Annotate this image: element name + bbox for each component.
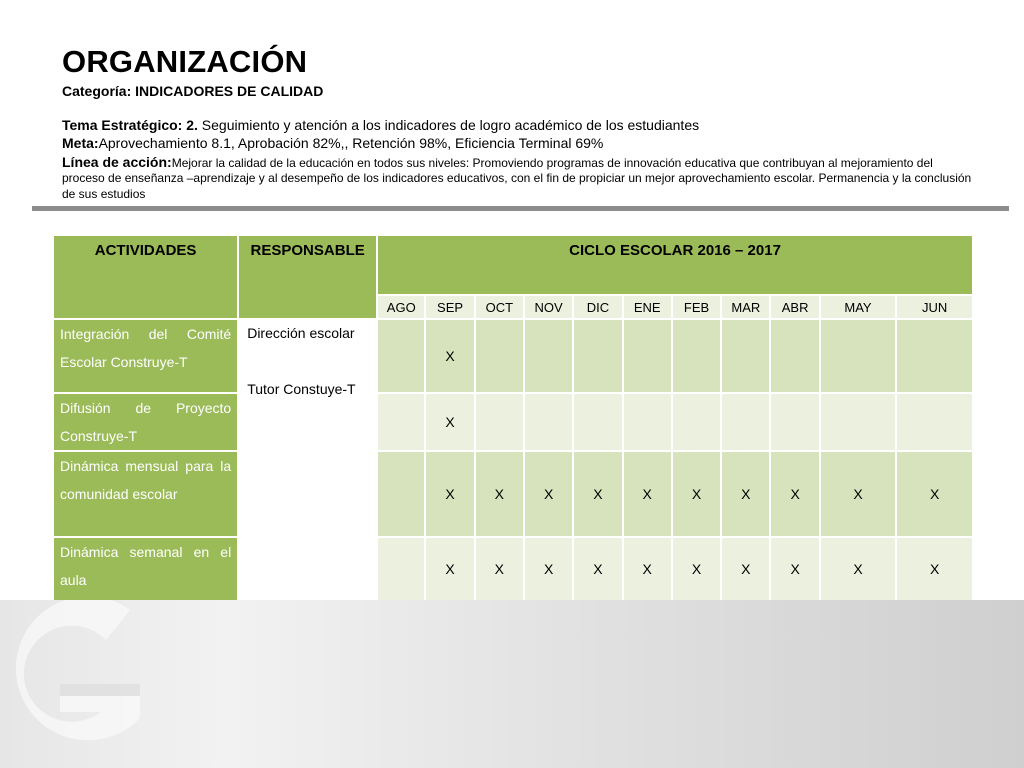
brand-logo-icon (0, 600, 200, 768)
schedule-cell: X (897, 538, 972, 600)
schedule-cell (722, 394, 769, 450)
month-header: ENE (624, 296, 671, 318)
footer-band (0, 600, 1024, 768)
month-header: JUN (897, 296, 972, 318)
header-cycle: CICLO ESCOLAR 2016 – 2017 (378, 236, 972, 294)
page-title: ORGANIZACIÓN (62, 44, 308, 79)
schedule-cell: X (771, 538, 818, 600)
responsible-cell (239, 320, 376, 600)
month-header: DIC (574, 296, 621, 318)
schedule-cell (378, 320, 424, 392)
linea-label: Línea de acción: (62, 153, 172, 170)
month-header: AGO (378, 296, 424, 318)
meta-line (62, 135, 977, 153)
schedule-cell (722, 320, 769, 392)
schedule-cell (821, 320, 895, 392)
month-header: FEB (673, 296, 720, 318)
activity-cell: Dinámica semanal en el aula (54, 538, 237, 600)
schedule-cell (624, 394, 671, 450)
schedule-cell (378, 394, 424, 450)
schedule-cell: X (821, 538, 895, 600)
schedule-cell (574, 320, 621, 392)
schedule-cell: X (426, 538, 473, 600)
schedule-cell: X (673, 538, 720, 600)
month-header: ABR (771, 296, 818, 318)
month-header: MAR (722, 296, 769, 318)
schedule-cell: X (624, 452, 671, 536)
month-header: MAY (821, 296, 895, 318)
schedule-cell: X (897, 452, 972, 536)
activities-table (52, 234, 974, 602)
schedule-cell (476, 320, 523, 392)
divider (32, 206, 1009, 211)
header-activities: ACTIVIDADES (54, 236, 237, 318)
schedule-cell: X (574, 452, 621, 536)
schedule-cell: X (426, 320, 473, 392)
schedule-cell: X (476, 538, 523, 600)
linea-text: Mejorar la calidad de la educación en todos sus niveles: Promoviendo programas de innovación educativa que contribuyan al mejoramiento del proceso de enseñanza –aprendizaje y al desempeño de los indicadores educativos, con el fin de propiciar un mejor aprovechamiento escolar. Permanencia y la conclusión de sus estudios (62, 155, 972, 201)
schedule-cell (525, 394, 572, 450)
schedule-cell (378, 452, 424, 536)
category-label: Categoría: INDICADORES DE CALIDAD (62, 83, 324, 99)
schedule-cell: X (574, 538, 621, 600)
schedule-cell: X (476, 452, 523, 536)
schedule-cell (897, 320, 972, 392)
schedule-cell: X (771, 452, 818, 536)
schedule-cell (624, 320, 671, 392)
meta-text: Aprovechamiento 8.1, Aprobación 82%,, Retención 98%, Eficiencia Terminal 69% (98, 134, 604, 151)
tema-line (62, 117, 977, 135)
activity-cell: Integración del Comité Escolar Construye-T (54, 320, 237, 392)
schedule-cell (574, 394, 621, 450)
meta-label: Meta: (62, 134, 99, 151)
schedule-cell: X (525, 538, 572, 600)
tema-text: Seguimiento y atención a los indicadores de logro académico de los estudiantes (201, 117, 700, 133)
info-block (62, 117, 977, 203)
schedule-cell (821, 394, 895, 450)
schedule-cell (525, 320, 572, 392)
schedule-cell (673, 394, 720, 450)
schedule-cell (378, 538, 424, 600)
schedule-cell (771, 320, 818, 392)
tema-label: Tema Estratégico: 2. (62, 117, 198, 133)
month-header: SEP (426, 296, 473, 318)
schedule-cell: X (426, 394, 473, 450)
header-responsible: RESPONSABLE (239, 236, 376, 318)
schedule-cell: X (525, 452, 572, 536)
schedule-cell (771, 394, 818, 450)
linea-line (62, 153, 977, 203)
activity-cell: Dinámica mensual para la comunidad escolar (54, 452, 237, 536)
month-header: OCT (476, 296, 523, 318)
schedule-cell: X (673, 452, 720, 536)
schedule-cell (897, 394, 972, 450)
schedule-cell: X (821, 452, 895, 536)
activity-cell: Difusión de Proyecto Construye-T (54, 394, 237, 450)
responsible-direccion: Dirección escolar (247, 325, 355, 341)
schedule-cell: X (426, 452, 473, 536)
schedule-cell: X (722, 538, 769, 600)
schedule-cell: X (624, 538, 671, 600)
schedule-cell: X (722, 452, 769, 536)
schedule-cell (673, 320, 720, 392)
responsible-tutor: Tutor Constuye-T (247, 381, 356, 397)
schedule-cell (476, 394, 523, 450)
month-header: NOV (525, 296, 572, 318)
